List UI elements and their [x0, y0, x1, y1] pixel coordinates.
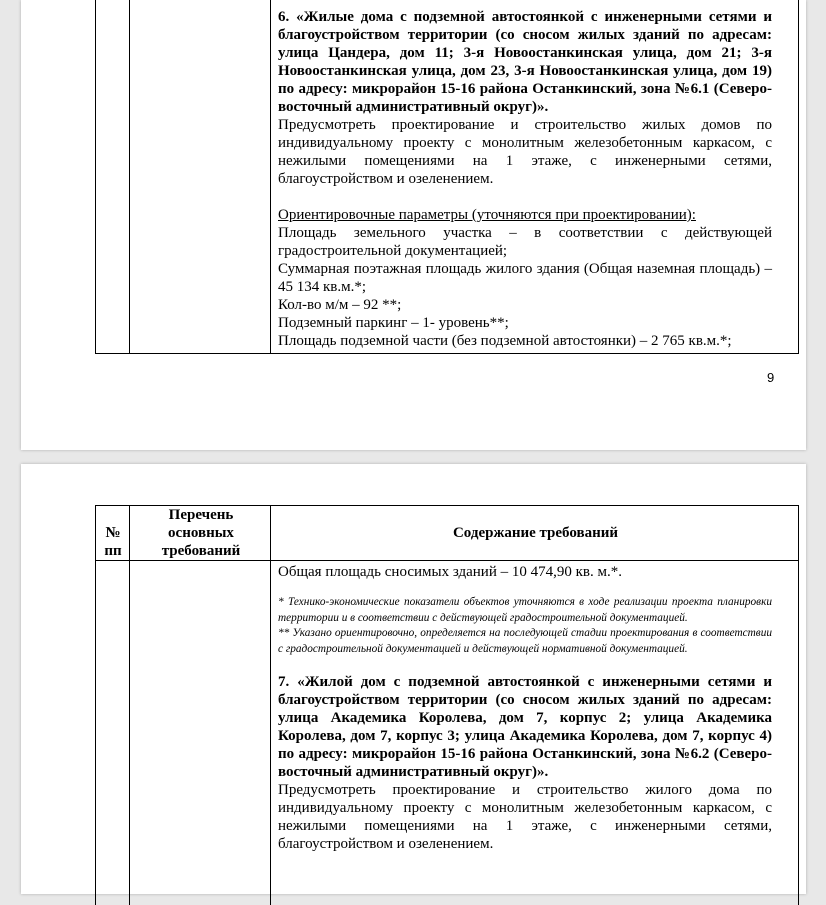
column-divider: [270, 0, 271, 353]
header-content: Содержание требований: [452, 525, 619, 541]
header-divider: [96, 560, 798, 561]
header-number: № пп: [104, 525, 122, 559]
item-6-description: Предусмотреть проектирование и строительство жилых домов по индивидуальному проекту с монолитным железобетонным каркасом, с нежилыми помещениями на 1 этаже, с инженерными сетями, благоустройством и озеленением.: [278, 117, 772, 187]
param-item: Площадь подземной части (без подземной автостоянки) – 2 765 кв.м.*;: [278, 333, 732, 349]
column-divider: [129, 506, 130, 905]
document-page-10: [21, 464, 806, 894]
requirements-table-part: [95, 0, 799, 354]
param-item: Подземный паркинг – 1- уровень**;: [278, 315, 509, 331]
item-7-heading: 7. «Жилой дом с подземной автостоянкой с инженерными сетями и благоустройством территории (со сносом жилых зданий по адресам: улица Академика Королева, дом 7, корпус 2; улица Академика Королева, дом 7, корпус 3; улица Академика Королева, дом 7, корпус 4) по адресу: микрорайон 15-16 района Останкинский, зона №6.2 (Северо-восточный административный округ)».: [278, 674, 772, 780]
column-divider: [270, 506, 271, 905]
param-item: Суммарная поэтажная площадь жилого здания (Общая наземная площадь) – 45 134 кв.м.*;: [278, 261, 772, 295]
header-list: Перечень основных требований: [161, 507, 241, 559]
param-item: Кол-во м/м – 92 **;: [278, 297, 402, 313]
requirements-cell: [278, 563, 772, 853]
requirements-cell: [278, 8, 772, 350]
param-item: Площадь земельного участка – в соответствии с действующей градостроительной документацией;: [278, 225, 772, 259]
demolition-area: Общая площадь сносимых зданий – 10 474,90 кв. м.*.: [278, 564, 622, 580]
item-7-description: Предусмотреть проектирование и строительство жилого дома по индивидуальному проекту с монолитным железобетонным каркасом, с нежилыми помещениями на 1 этаже, с инженерными сетями, благоустройством и озеленением.: [278, 782, 772, 852]
requirements-table: [95, 505, 799, 905]
page-number: 9: [767, 370, 775, 385]
document-page-9: [21, 0, 806, 450]
item-6-heading: 6. «Жилые дома с подземной автостоянкой с инженерными сетями и благоустройством территории (со сносом жилых зданий по адресам: улица Цандера, дом 11; 3-я Новоостанкинская улица, дом 21; 3-я Новоостанкинская улица, дом 23, 3-я Новоостанкинская улица, дом 19) по адресу: микрорайон 15-16 района Останкинский, зона №6.1 (Северо-восточный административный округ)».: [278, 9, 772, 115]
footnote-1: * Технико-экономические показатели объектов уточняются в ходе реализации проекта планировки территории и в соответствии с действующей градостроительной документацией.: [278, 596, 772, 624]
column-divider: [129, 0, 130, 353]
params-title: Ориентировочные параметры (уточняются при проектировании):: [278, 207, 696, 223]
footnote-2: ** Указано ориентировочно, определяется на последующей стадии проектирования в соответствии с градостроительной документацией и действующей нормативной документацией.: [278, 627, 772, 655]
